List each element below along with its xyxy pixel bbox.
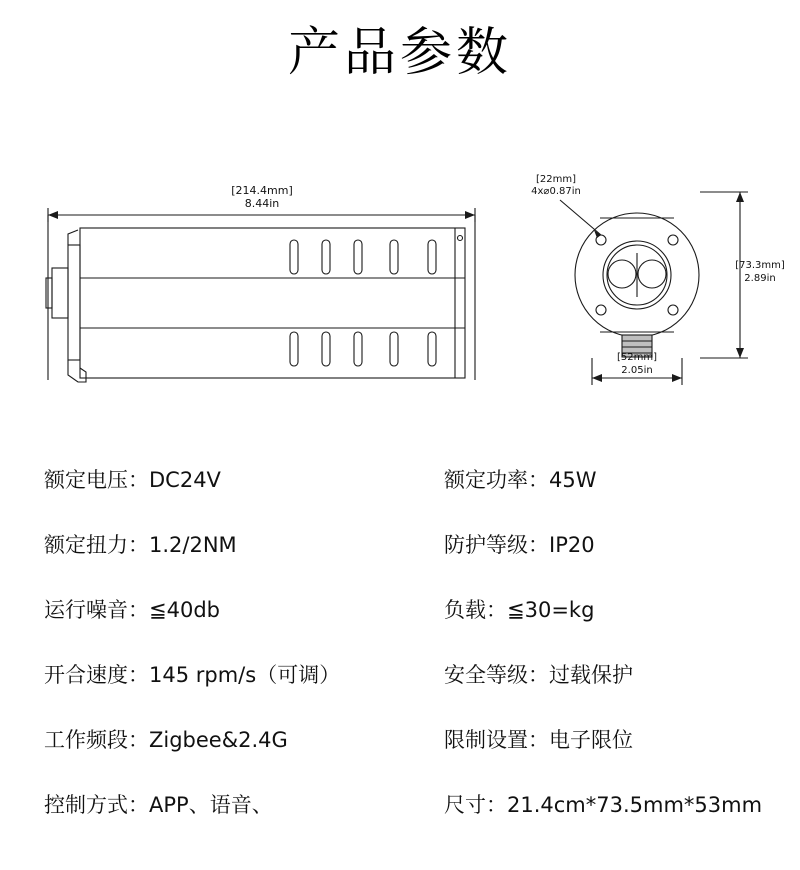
svg-text:2.05in	[621, 365, 652, 376]
spec-rated-voltage: 额定电压：DC24V	[44, 468, 221, 492]
svg-text:[214.4mm]	[231, 184, 293, 197]
page-title: 产品参数	[287, 23, 512, 83]
svg-text:[73.3mm]	[735, 260, 785, 271]
dim-hole-mm: [22mm]	[535, 174, 577, 185]
spec-load: 负载：≦30=kg	[444, 598, 595, 622]
spec-row	[0, 465, 800, 530]
dim-hole-note: 4x⌀0.87in	[531, 186, 581, 197]
svg-text:4x⌀0.87in	[531, 186, 581, 197]
technical-drawing	[0, 150, 800, 410]
spec-control-method: 控制方式：APP、语音、	[44, 793, 273, 817]
spec-running-noise: 运行噪音：≦40db	[44, 598, 220, 622]
spec-row	[0, 530, 800, 595]
svg-text:[52mm]	[617, 352, 657, 363]
dim-width-mm: [52mm]	[616, 352, 658, 363]
dim-width-in: 2.05in	[621, 365, 653, 376]
svg-text:2.89in	[744, 273, 775, 284]
svg-text:[22mm]	[536, 174, 576, 185]
spec-row	[0, 790, 800, 855]
dim-height-in: 2.89in	[744, 273, 776, 284]
spec-rated-power: 额定功率：45W	[444, 468, 597, 492]
spec-row	[0, 725, 800, 790]
svg-text:8.44in	[245, 197, 280, 210]
spec-open-close-speed: 开合速度：145 rpm/s（可调）	[44, 663, 341, 687]
dim-height-mm: [73.3mm]	[735, 260, 785, 271]
spec-row	[0, 660, 800, 725]
spec-dimensions: 尺寸：21.4cm*73.5mm*53mm	[444, 793, 763, 817]
spec-safety-level: 安全等级：过载保护	[444, 663, 633, 687]
dim-length-mm: [214.4mm]	[231, 184, 293, 197]
spec-row	[0, 595, 800, 660]
spec-frequency-band: 工作频段：Zigbee&2.4G	[44, 728, 288, 752]
spec-table	[0, 465, 800, 845]
spec-limit-setting: 限制设置：电子限位	[444, 728, 633, 752]
dim-length-in: 8.44in	[244, 197, 280, 210]
spec-rated-torque: 额定扭力：1.2/2NM	[44, 533, 237, 557]
spec-protection-level: 防护等级：IP20	[444, 533, 595, 557]
